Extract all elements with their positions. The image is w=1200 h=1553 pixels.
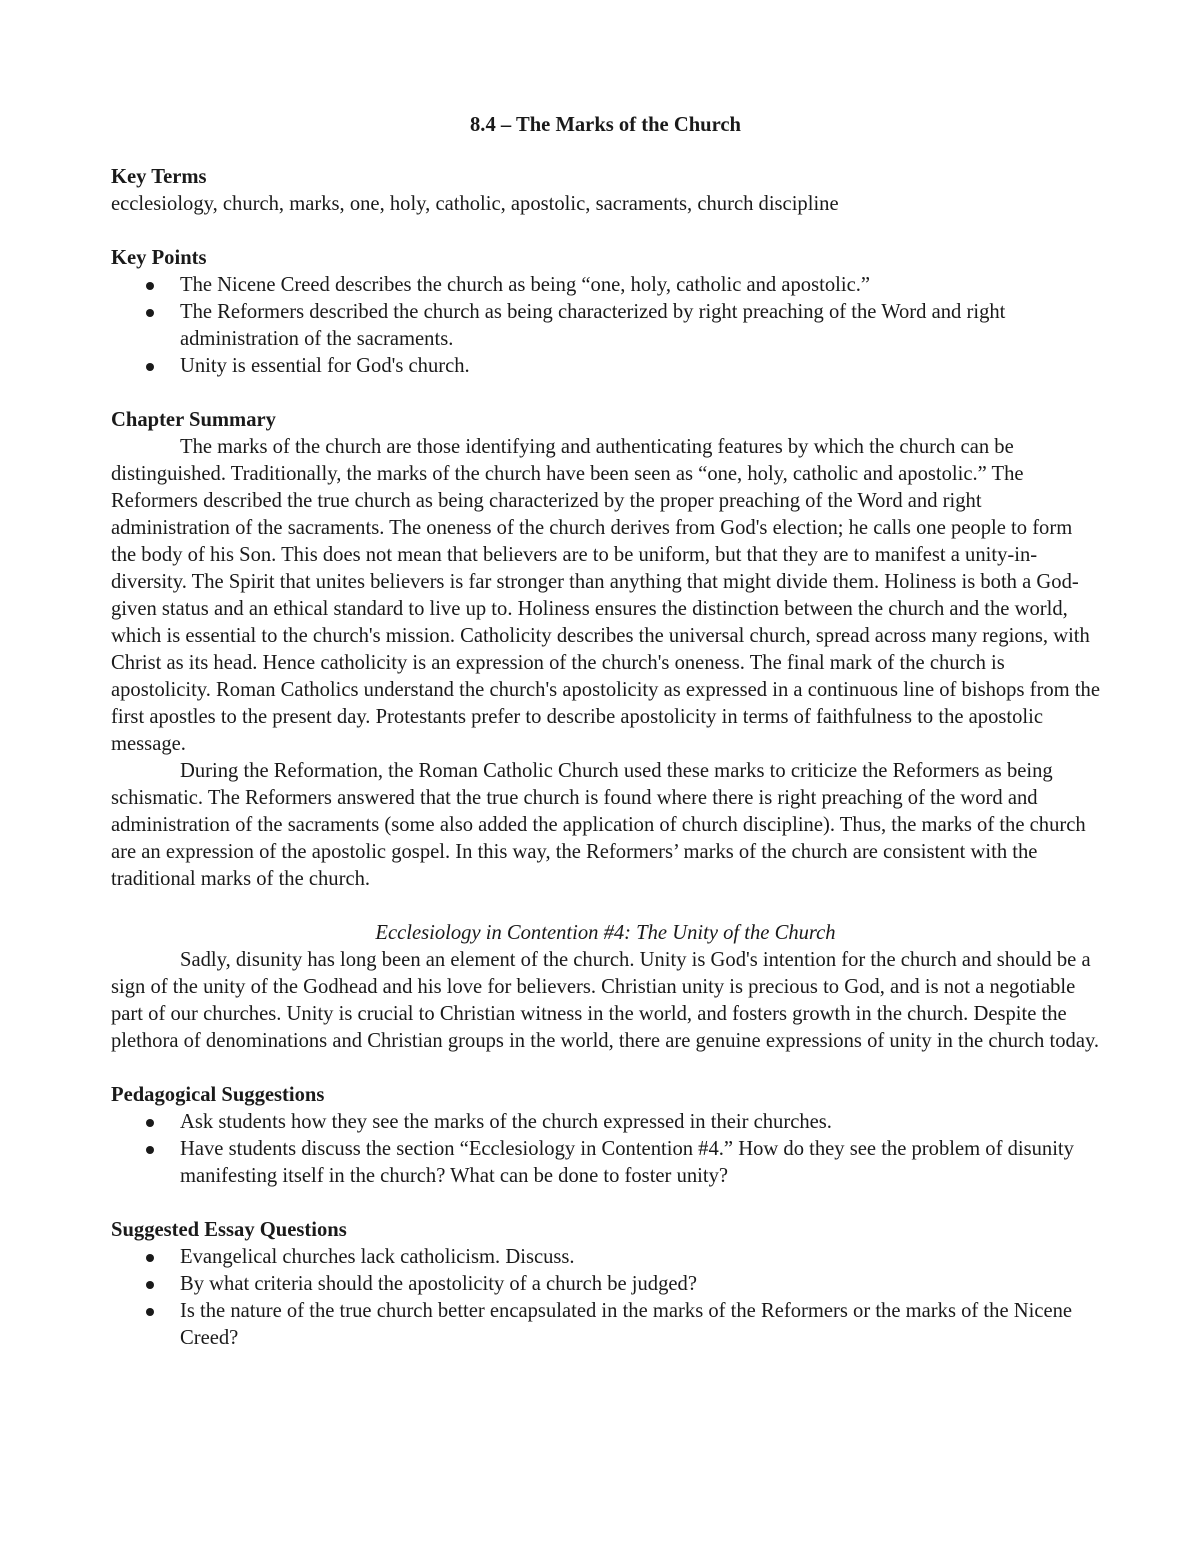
key-points-list — [111, 272, 1100, 380]
page-title: 8.4 – The Marks of the Church — [470, 114, 741, 136]
list-item — [111, 1109, 1100, 1136]
pedagogical-list — [111, 1109, 1100, 1190]
bullet-icon — [146, 1254, 154, 1262]
essay-questions-section — [111, 1217, 1100, 1352]
list-item-text: The Reformers described the church as being characterized by right preaching of the Word and right administration of the sacraments. — [180, 301, 1006, 350]
essay-questions-heading: Suggested Essay Questions — [111, 1219, 347, 1241]
bullet-icon — [146, 1146, 154, 1154]
list-item-text: The Nicene Creed describes the church as being “one, holy, catholic and apostolic.” — [180, 274, 871, 296]
summary-paragraph: The marks of the church are those identifying and authenticating features by which the church can be distinguished. Traditionally, the marks of the church have been seen as “one, holy, catholic and apostolic.” The Reformers described the true church as being characterized by the proper preaching of the Word and right administration of the sacraments. The oneness of the church derives from God's election; he calls one people to form the body of his Son. This does not mean that believers are to be uniform, but that they are to manifest a unity-in-diversity. The Spirit that unites believers is far stronger than anything that might divide them. Holiness is both a God-given status and an ethical standard to live up to. Holiness ensures the distinction between the church and the world, which is essential to the church's mission. Catholicity describes the universal church, spread across many regions, with Christ as its head. Hence catholicity is an expression of the church's oneness. The final mark of the church is apostolicity. Roman Catholics understand the church's apostolicity as expressed in a continuous line of bishops from the first apostles to the present day. Protestants prefer to describe apostolicity in terms of faithfulness to the apostolic message. — [111, 436, 1100, 755]
list-item — [111, 1298, 1100, 1352]
chapter-summary-section — [111, 407, 1100, 1055]
bullet-icon — [146, 1119, 154, 1127]
key-terms-text: ecclesiology, church, marks, one, holy, catholic, apostolic, sacraments, church discipline — [111, 193, 839, 215]
list-item-text: Evangelical churches lack catholicism. Discuss. — [180, 1246, 575, 1268]
key-terms-section — [111, 164, 1100, 218]
list-item-text: Is the nature of the true church better encapsulated in the marks of the Reformers or the marks of the Nicene Creed? — [180, 1300, 1073, 1349]
list-item — [111, 1271, 1100, 1298]
contention-paragraph: Sadly, disunity has long been an element of the church. Unity is God's intention for the church and should be a sign of the unity of the Godhead and his love for believers. Christian unity is precious to God, and is not a negotiable part of our churches. Unity is crucial to Christian witness in the world, and fosters growth in the church. Despite the plethora of denominations and Christian groups in the world, there are genuine expressions of unity in the church today. — [111, 949, 1100, 1052]
bullet-icon — [146, 309, 154, 317]
essay-questions-list — [111, 1244, 1100, 1352]
summary-paragraph: During the Reformation, the Roman Catholic Church used these marks to criticize the Reformers as being schismatic. The Reformers answered that the true church is found where there is right preaching of the word and administration of the sacraments (some also added the application of church discipline). Thus, the marks of the church are an expression of the apostolic gospel. In this way, the Reformers’ marks of the church are consistent with the traditional marks of the church. — [111, 760, 1086, 890]
pedagogical-heading: Pedagogical Suggestions — [111, 1084, 325, 1106]
list-item — [111, 353, 1100, 380]
chapter-summary-heading: Chapter Summary — [111, 409, 276, 431]
pedagogical-section — [111, 1082, 1100, 1190]
key-points-heading: Key Points — [111, 247, 207, 269]
bullet-icon — [146, 363, 154, 371]
bullet-icon — [146, 1308, 154, 1316]
list-item-text: Unity is essential for God's church. — [180, 355, 470, 377]
bullet-icon — [146, 282, 154, 290]
contention-heading: Ecclesiology in Contention #4: The Unity of the Church — [375, 922, 836, 944]
bullet-icon — [146, 1281, 154, 1289]
list-item-text: By what criteria should the apostolicity of a church be judged? — [180, 1273, 697, 1295]
list-item-text: Have students discuss the section “Ecclesiology in Contention #4.” How do they see the problem of disunity manifesting itself in the church? What can be done to foster unity? — [180, 1138, 1074, 1187]
list-item — [111, 272, 1100, 299]
key-terms-heading: Key Terms — [111, 166, 207, 188]
list-item — [111, 1244, 1100, 1271]
key-points-section — [111, 245, 1100, 380]
list-item — [111, 1136, 1100, 1190]
list-item — [111, 299, 1100, 353]
list-item-text: Ask students how they see the marks of the church expressed in their churches. — [180, 1111, 832, 1133]
